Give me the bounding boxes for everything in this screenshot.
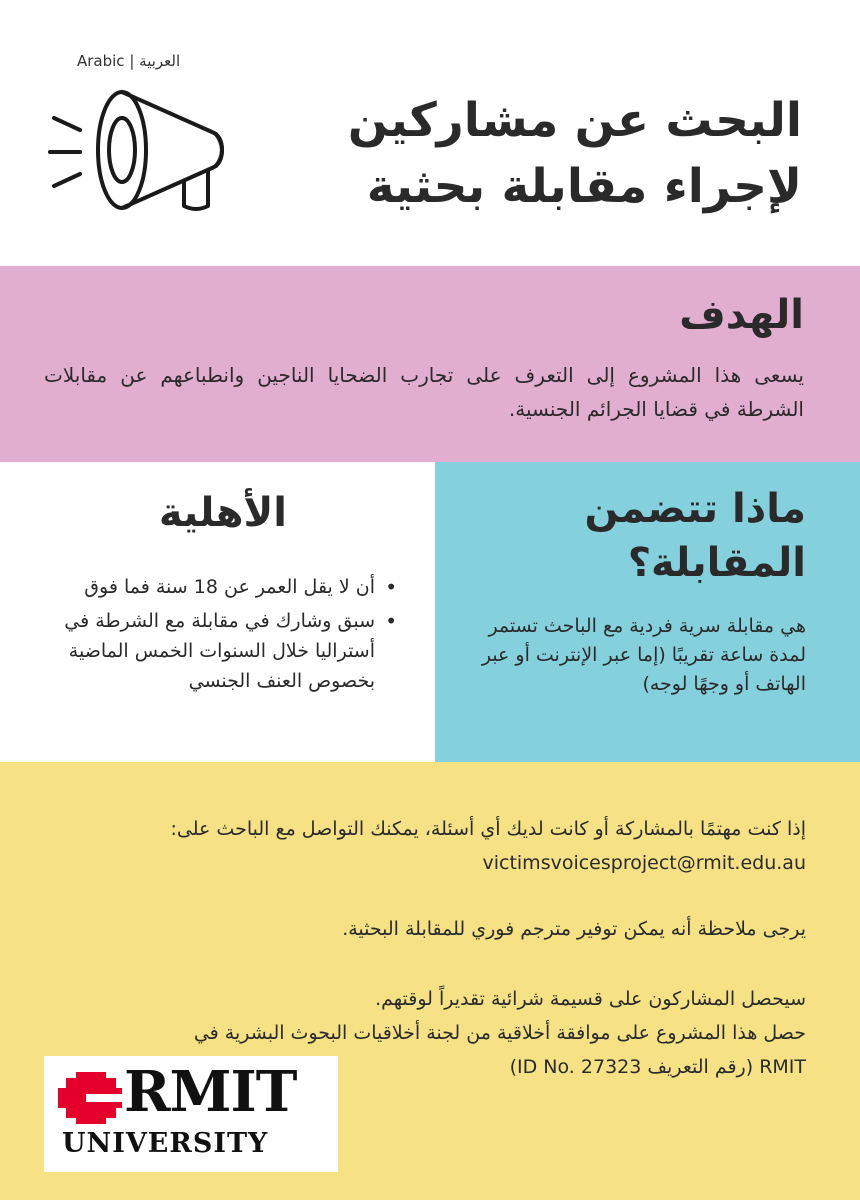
ethics-line-1: حصل هذا المشروع على موافقة أخلاقية من لجنة أخلاقيات البحوث البشرية في (193, 1022, 806, 1044)
list-item: • سبق وشارك في مقابلة مع الشرطة في أستراليا خلال السنوات الخمس الماضية بخصوص العنف الجنسي (37, 606, 397, 696)
list-item: • أن لا يقل العمر عن 18 سنة فما فوق (37, 572, 397, 602)
aim-heading: الهدف (679, 292, 804, 338)
logo-subtitle: UNIVERSITY (62, 1128, 269, 1159)
ethics-line-2: RMIT (رقم التعريف ID No. 27323) (509, 1056, 806, 1078)
eligibility-section (0, 462, 435, 762)
language-label: Arabic | العربية (77, 52, 181, 70)
interview-section (435, 462, 860, 762)
gift-note: سيحصل المشاركون على قسيمة شرائية تقديراً لوقتهم. (375, 988, 806, 1010)
eligibility-heading: الأهلية (158, 490, 287, 536)
contact-email-link[interactable]: victimsvoicesproject@rmit.edu.au (482, 852, 806, 874)
interpreter-note: يرجى ملاحظة أنه يمكن توفير مترجم فوري للمقابلة البحثية. (342, 918, 806, 940)
interview-heading: ماذا تتضمن المقابلة؟ (584, 486, 806, 586)
aim-section (0, 266, 860, 462)
rmit-logo (44, 1056, 338, 1172)
megaphone-icon (44, 88, 244, 218)
eligibility-list (37, 572, 397, 700)
aim-text: يسعى هذا المشروع إلى التعرف على تجارب الضحايا الناجين وانطباعهم عن مقابلات الشرطة في قضايا الجرائم الجنسية. (44, 363, 804, 421)
logo-wordmark: RMIT (124, 1059, 297, 1125)
rmit-pixel-mark-icon (56, 1068, 130, 1128)
title-line-2: لإجراء مقابلة بحثية (366, 159, 802, 214)
interview-text: هي مقابلة سرية فردية مع الباحث تستمر لمدة ساعة تقريبًا (إما عبر الإنترنت أو عبر الهاتف أو وجهًا لوجه) (481, 615, 806, 695)
contact-intro: إذا كنت مهتمًا بالمشاركة أو كانت لديك أي أسئلة، يمكنك التواصل مع الباحث على: (170, 818, 806, 840)
title-line-1: البحث عن مشاركين (347, 93, 802, 148)
page-title (242, 88, 802, 220)
